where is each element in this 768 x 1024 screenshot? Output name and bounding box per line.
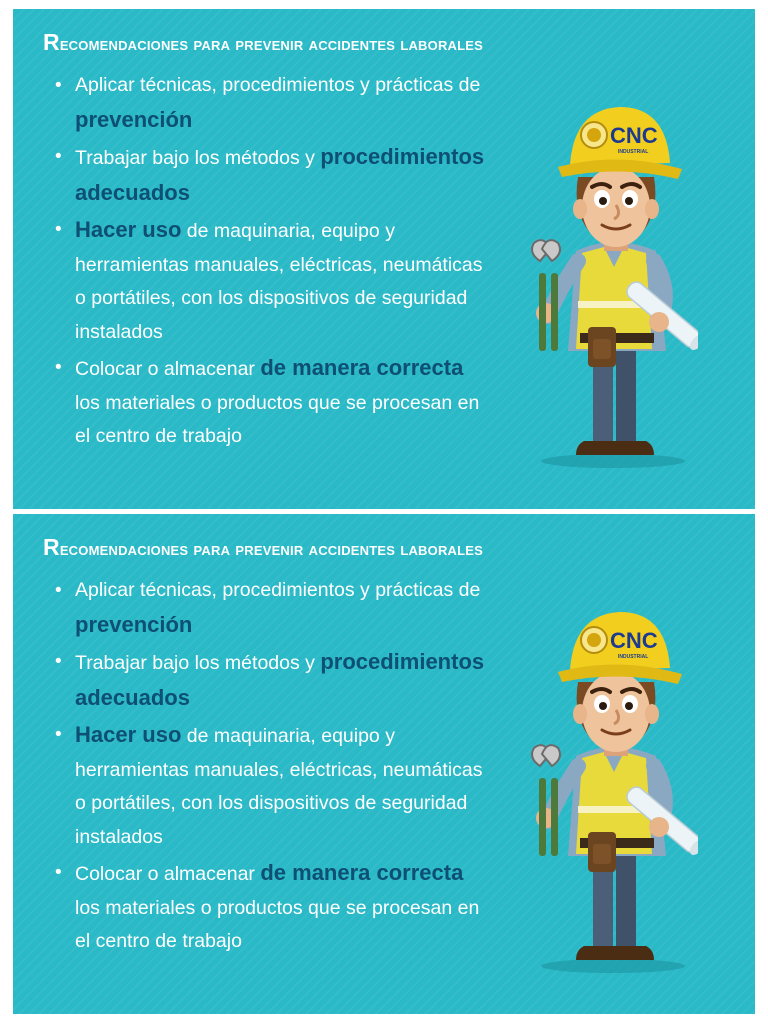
hat-badge-gear (587, 633, 601, 647)
bullet-icon: • (55, 580, 62, 601)
bullet-icon: • (55, 651, 62, 672)
pliers-icon (532, 240, 560, 351)
left-pupil (599, 197, 607, 205)
helmet-logo-sub: INDUSTRIAL (618, 149, 649, 155)
list-item: • Colocar o almacenar de manera correcta los materiales o productos que se procesan en el centro de trabajo (51, 856, 491, 959)
helmet-logo: CNC (610, 628, 658, 653)
right-hand (649, 817, 669, 837)
recommendations-panel (13, 9, 755, 509)
recommendations-panel (13, 514, 755, 1014)
right-hand (649, 312, 669, 332)
hat-badge-gear (587, 128, 601, 142)
bullet-icon: • (55, 219, 62, 240)
list-item: • Aplicar técnicas, procedimientos y prácticas de prevención (51, 69, 491, 138)
worker-illustration (518, 101, 698, 471)
list-item: • Trabajar bajo los métodos y procedimientos adecuados (51, 140, 491, 211)
helmet-logo: CNC (610, 123, 658, 148)
panel-title: Recomendaciones para prevenir accidentes laborales (43, 29, 484, 55)
worker-illustration (518, 606, 698, 976)
right-ear (645, 199, 659, 219)
bullet-icon: • (55, 862, 62, 883)
right-ear (645, 704, 659, 724)
left-boot (576, 946, 616, 960)
list-item: • Hacer uso de maquinaria, equipo y herramientas manuales, eléctricas, neumáticas o portátiles, con los dispositivos de seguridad instalados (51, 718, 491, 854)
recommendations-list (51, 69, 491, 456)
right-boot (614, 441, 654, 455)
ground-shadow (541, 454, 685, 468)
recommendations-list (51, 574, 491, 961)
ground-shadow (541, 959, 685, 973)
bullet-icon: • (55, 357, 62, 378)
bullet-icon: • (55, 724, 62, 745)
list-item: • Aplicar técnicas, procedimientos y prácticas de prevención (51, 574, 491, 643)
pouch-pocket (593, 339, 611, 359)
bullet-icon: • (55, 146, 62, 167)
left-boot (576, 441, 616, 455)
right-boot (614, 946, 654, 960)
list-item: • Hacer uso de maquinaria, equipo y herramientas manuales, eléctricas, neumáticas o portátiles, con los dispositivos de seguridad instalados (51, 213, 491, 349)
pliers-icon (532, 745, 560, 856)
pouch-pocket (593, 844, 611, 864)
right-leg (616, 341, 636, 451)
left-ear (573, 704, 587, 724)
right-pupil (625, 197, 633, 205)
helmet-logo-sub: INDUSTRIAL (618, 654, 649, 660)
left-ear (573, 199, 587, 219)
list-item: • Colocar o almacenar de manera correcta los materiales o productos que se procesan en el centro de trabajo (51, 351, 491, 454)
left-pupil (599, 702, 607, 710)
panel-title: Recomendaciones para prevenir accidentes laborales (43, 534, 484, 560)
list-item: • Trabajar bajo los métodos y procedimientos adecuados (51, 645, 491, 716)
bullet-icon: • (55, 75, 62, 96)
right-leg (616, 846, 636, 956)
right-pupil (625, 702, 633, 710)
